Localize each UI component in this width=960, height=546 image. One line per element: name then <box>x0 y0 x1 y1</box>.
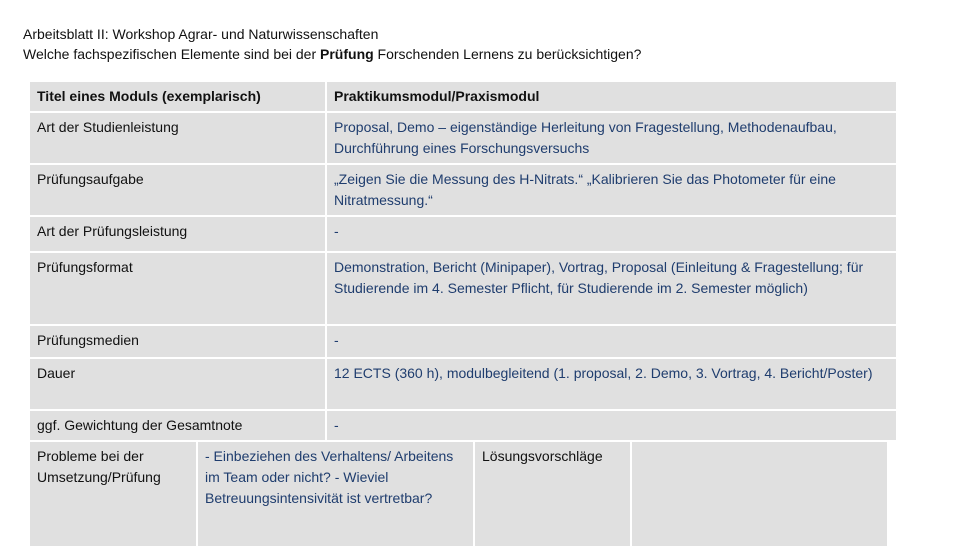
problems-text: - Einbeziehen des Verhaltens/ Arbeitens im Team oder nicht? - Wieviel Betreuungsintensivität ist vertretbar? <box>196 442 473 546</box>
problems-label: Probleme bei der Umsetzung/Prüfung <box>30 442 196 546</box>
table-header-label: Titel eines Moduls (exemplarisch) <box>37 88 261 104</box>
row-label: Prüfungsmedien <box>37 332 139 348</box>
solutions-label: Lösungsvorschläge <box>473 442 630 546</box>
question-part-2: Forschenden Lernens zu berücksichtigen? <box>373 46 642 62</box>
row-value: „Zeigen Sie die Messung des H-Nitrats.“ „Kalibrieren Sie das Photometer für eine Nitratmessung.“ <box>325 165 896 215</box>
table-row <box>30 411 896 442</box>
table-row <box>30 326 896 359</box>
module-table <box>30 82 896 546</box>
row-value: - <box>325 217 896 251</box>
row-label: Art der Studienleistung <box>37 119 179 135</box>
question-part-1: Welche fachspezifischen Elemente sind bei der <box>23 46 321 62</box>
table-row <box>30 359 896 411</box>
worksheet-title: Arbeitsblatt II: Workshop Agrar- und Naturwissenschaften <box>23 26 379 42</box>
worksheet-question <box>23 44 641 64</box>
table-row <box>30 113 896 165</box>
question-emphasis: Prüfung <box>320 46 374 62</box>
table-header-value: Praktikumsmodul/Praxismodul <box>325 82 896 111</box>
row-value: - <box>325 411 896 440</box>
table-row <box>30 253 896 326</box>
row-value: Demonstration, Bericht (Minipaper), Vortrag, Proposal (Einleitung & Fragestellung; für Studierende im 4. Semester Pflicht, für Studierende im 2. Semester möglich) <box>325 253 896 324</box>
row-label: ggf. Gewichtung der Gesamtnote <box>37 417 243 433</box>
row-value: - <box>325 326 896 357</box>
row-value: Proposal, Demo – eigenständige Herleitung von Fragestellung, Methodenaufbau, Durchführung eines Forschungsversuchs <box>325 113 896 163</box>
row-value: 12 ECTS (360 h), modulbegleitend (1. proposal, 2. Demo, 3. Vortrag, 4. Bericht/Poster) <box>325 359 896 409</box>
solutions-text <box>630 442 887 546</box>
row-label: Prüfungsformat <box>37 259 133 275</box>
row-label: Dauer <box>37 365 76 381</box>
problems-row <box>30 442 896 546</box>
table-header-row <box>30 82 896 113</box>
worksheet-heading <box>23 24 641 64</box>
table-row <box>30 217 896 253</box>
table-row <box>30 165 896 217</box>
row-label: Art der Prüfungsleistung <box>37 223 188 239</box>
row-label: Prüfungsaufgabe <box>37 171 144 187</box>
